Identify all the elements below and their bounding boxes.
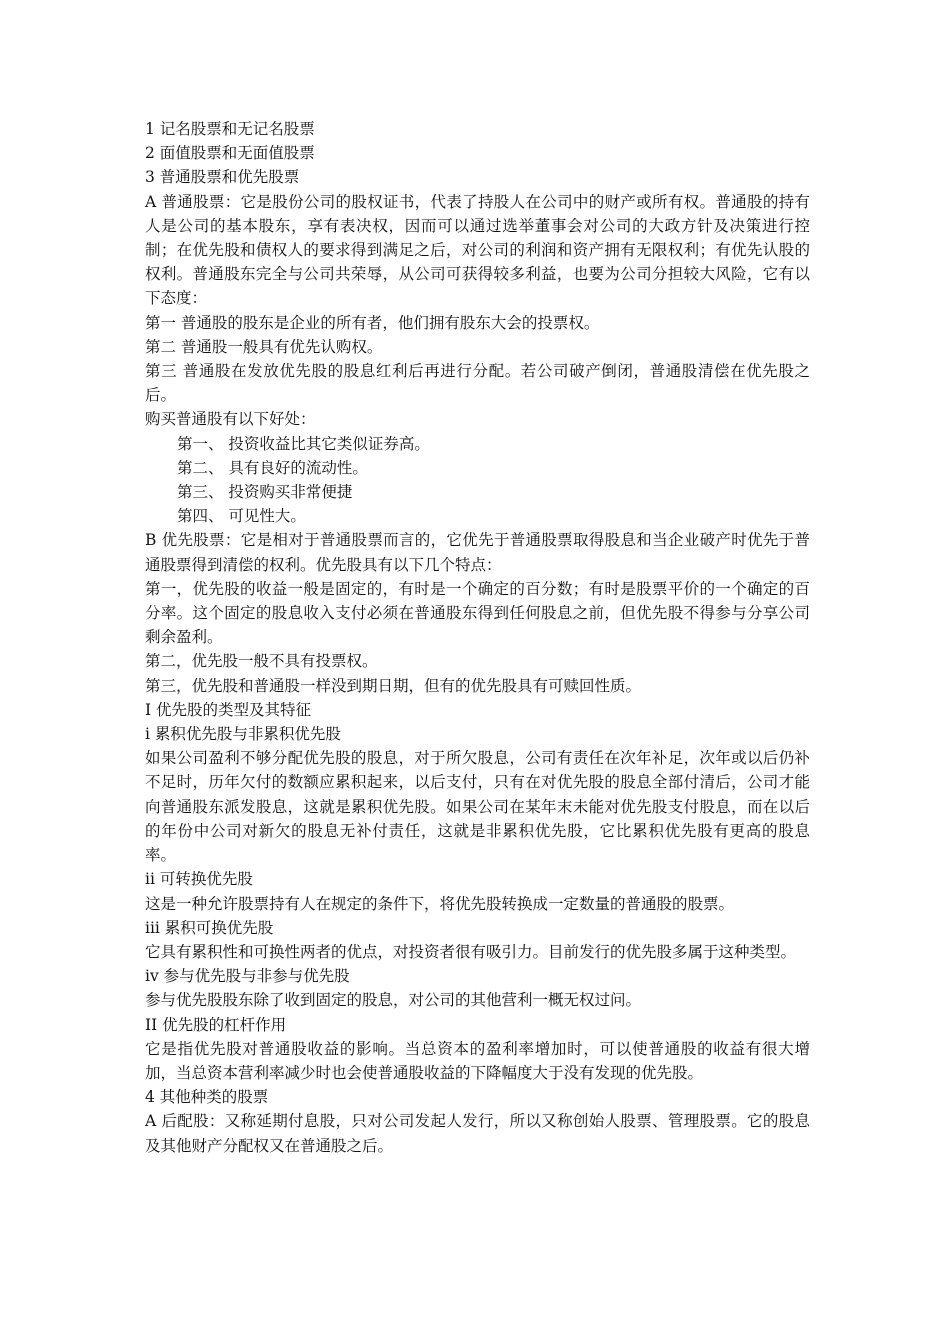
benefit-item-2: 第二、 具有良好的流动性。 bbox=[177, 458, 368, 477]
benefit-item-4: 第四、 可见性大。 bbox=[177, 507, 306, 526]
paragraph-common-stock: A 普通股票：它是股份公司的股权证书，代表了持股人在公司中的财产或所有权。普通股的持有人是公司的基本股东，享有表决权，因而可以通过选举董事会对公司的大政方针及决策进行控制；在优先股和债权人的要求得到满足之后，对公司的利润和资产拥有无限权利；有优先认股的权利。普通股东完全与公司共荣辱，从公司可获得较多利益，也要为公司分担较大风险，它有以下态度： bbox=[145, 192, 810, 308]
paragraph-preferred-stock: B 优先股票：它是相对于普通股票而言的，它优先于普通股票取得股息和当企业破产时优先于普通股票得到清偿的权利。优先股具有以下几个特点： bbox=[145, 531, 810, 574]
benefits-intro: 购买普通股有以下好处： bbox=[145, 410, 316, 429]
paragraph-cumulative-convertible: 它具有累积性和可换性两者的优点，对投资者很有吸引力。目前发行的优先股多属于这种类型。 bbox=[145, 942, 797, 961]
common-point-3: 第三 普通股在发放优先股的股息红利后再进行分配。若公司破产倒闭，普通股清偿在优先股之后。 bbox=[145, 362, 810, 405]
document-body bbox=[145, 117, 810, 1158]
paragraph-convertible: 这是一种允许股票持有人在规定的条件下，将优先股转换成一定数量的普通股的股票。 bbox=[145, 894, 735, 913]
preferred-point-2: 第二，优先股一般不具有投票权。 bbox=[145, 652, 378, 671]
preferred-point-3: 第三，优先股和普通股一样没到期日期，但有的优先股具有可赎回性质。 bbox=[145, 676, 642, 695]
heading-registered-shares: 1 记名股票和无记名股票 bbox=[145, 120, 315, 138]
benefit-item-1: 第一、 投资收益比其它类似证券高。 bbox=[177, 434, 430, 453]
heading-participating: iv 参与优先股与非参与优先股 bbox=[145, 967, 350, 986]
paragraph-leverage: 它是指优先股对普通股收益的影响。当总资本的盈利率增加时，可以使普通股的收益有很大增加，当总资本营利率减少时也会使普通股收益的下降幅度大于没有发现的优先股。 bbox=[145, 1039, 810, 1082]
benefit-item-3: 第三、 投资购买非常便捷 bbox=[177, 483, 353, 502]
paragraph-participating: 参与优先股股东除了收到固定的股息，对公司的其他营利一概无权过问。 bbox=[145, 991, 642, 1010]
heading-preferred-types: I 优先股的类型及其特征 bbox=[145, 700, 312, 719]
heading-leverage: II 优先股的杠杆作用 bbox=[145, 1015, 287, 1034]
heading-par-value-shares: 2 面值股票和无面值股票 bbox=[145, 144, 315, 163]
heading-other-types: 4 其他种类的股票 bbox=[145, 1088, 269, 1107]
paragraph-cumulative: 如果公司盈利不够分配优先股的股息，对于所欠股息，公司有责任在次年补足，次年或以后仍补不足时，历年欠付的数额应累积起来，以后支付，只有在对优先股的股息全部付清后，公司才能向普通股东派发股息，这就是累积优先股。如果公司在某年末未能对优先股支付股息，而在以后的年份中公司对新欠的股息无补付责任，这就是非累积优先股，它比累积优先股有更高的股息率。 bbox=[145, 749, 810, 865]
heading-convertible: ii 可转换优先股 bbox=[145, 870, 253, 889]
common-point-2: 第二 普通股一般具有优先认购权。 bbox=[145, 337, 383, 356]
heading-cumulative-convertible: iii 累积可换优先股 bbox=[145, 918, 274, 937]
paragraph-deferred-stock: A 后配股：又称延期付息股，只对公司发起人发行，所以又称创始人股票、管理股票。它的股息及其他财产分配权又在普通股之后。 bbox=[145, 1112, 810, 1155]
common-point-1: 第一 普通股的股东是企业的所有者，他们拥有股东大会的投票权。 bbox=[145, 313, 600, 332]
heading-common-preferred: 3 普通股票和优先股票 bbox=[145, 168, 300, 187]
preferred-point-1: 第一，优先股的收益一般是固定的，有时是一个确定的百分数；有时是股票平价的一个确定的百分率。这个固定的股息收入支付必须在普通股东得到任何股息之前，但优先股不得参与分享公司剩余盈利。 bbox=[145, 579, 810, 647]
heading-cumulative: i 累积优先股与非累积优先股 bbox=[145, 725, 341, 744]
